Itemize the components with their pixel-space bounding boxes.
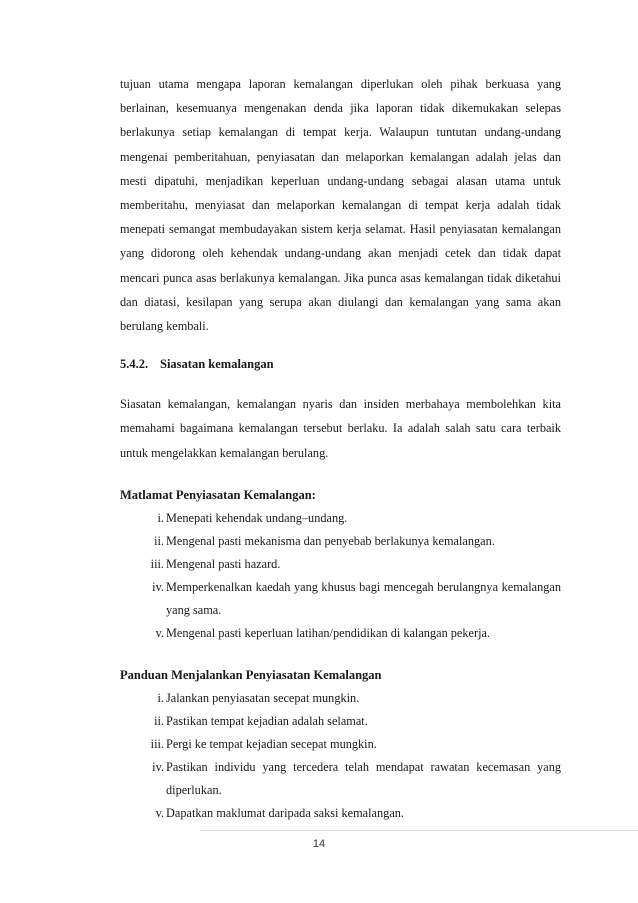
list-item <box>120 756 561 802</box>
guide-heading: Panduan Menjalankan Penyiasatan Kemalangan <box>120 667 382 682</box>
list-item <box>120 733 561 756</box>
list-marker: v. <box>155 625 164 640</box>
list-item <box>120 710 561 733</box>
section-heading <box>120 354 561 374</box>
section-paragraph: Siasatan kemalangan, kemalangan nyaris dan insiden merbahaya membolehkan kita memahami bagaimana kemalangan tersebut berlaku. Ia adalah salah satu cara terbaik untuk mengelakkan kemalangan berulang. <box>120 397 561 460</box>
list-item <box>120 553 561 576</box>
list-item-text: Pastikan tempat kejadian adalah selamat. <box>166 713 368 728</box>
objectives-list <box>120 507 561 645</box>
list-item-text: Mengenal pasti keperluan latihan/pendidikan di kalangan pekerja. <box>166 625 491 640</box>
list-item <box>120 530 561 553</box>
objectives-heading: Matlamat Penyiasatan Kemalangan: <box>120 487 316 502</box>
guide-list <box>120 687 561 825</box>
list-marker: ii. <box>154 713 164 728</box>
footer-divider <box>200 830 638 831</box>
list-item-text: Mengenal pasti hazard. <box>166 556 281 571</box>
list-marker: i. <box>157 690 164 705</box>
list-item-text: Jalankan penyiasatan secepat mungkin. <box>166 690 360 705</box>
list-item <box>120 622 561 645</box>
list-marker: iii. <box>150 736 164 751</box>
list-item-text: Menepati kehendak undang–undang. <box>166 510 348 525</box>
page-number: 14 <box>312 838 326 850</box>
list-marker: ii. <box>154 533 164 548</box>
list-item <box>120 802 561 825</box>
list-item-text: Memperkenalkan kaedah yang khusus bagi mencegah berulangnya kemalangan yang sama. <box>166 579 561 617</box>
list-marker: iv. <box>152 579 164 594</box>
list-marker: i. <box>157 510 164 525</box>
list-marker: v. <box>155 805 164 820</box>
intro-paragraph: tujuan utama mengapa laporan kemalangan diperlukan oleh pihak berkuasa yang berlainan, kesemuanya mengenakan denda jika laporan tidak dikemukakan selepas berlakunya setiap kemalangan di tempat kerja. Walaupun tuntutan undang-undang mengenai pemberitahuan, penyiasatan dan melaporkan kemalangan adalah jelas dan mesti dipatuhi, menjadikan keperluan undang-undang sebagai alasan utama untuk memberitahu, menyiasat dan melaporkan kemalangan di tempat kerja adalah tidak menepati semangat membudayakan sistem kerja selamat. Hasil penyiasatan kemalangan yang didorong oleh kehendak undang-undang akan menjadi cetek dan tidak dapat mencari punca asas berlakunya kemalangan. Jika punca asas kemalangan tidak diketahui dan diatasi, kesilapan yang serupa akan diulangi dan kemalangan yang sama akan berulang kembali. <box>120 77 561 334</box>
list-item-text: Pastikan individu yang tercedera telah mendapat rawatan kecemasan yang diperlukan. <box>166 759 561 797</box>
list-item-text: Dapatkan maklumat daripada saksi kemalangan. <box>166 805 404 820</box>
list-item-text: Mengenal pasti mekanisma dan penyebab berlakunya kemalangan. <box>166 533 495 548</box>
document-page <box>120 72 561 825</box>
list-item <box>120 507 561 530</box>
list-item <box>120 687 561 710</box>
list-marker: iv. <box>152 759 164 774</box>
list-item <box>120 576 561 622</box>
section-title: Siasatan kemalangan <box>160 357 274 372</box>
section-number: 5.4.2. <box>120 357 149 372</box>
list-item-text: Pergi ke tempat kejadian secepat mungkin. <box>166 736 377 751</box>
list-marker: iii. <box>150 556 164 571</box>
